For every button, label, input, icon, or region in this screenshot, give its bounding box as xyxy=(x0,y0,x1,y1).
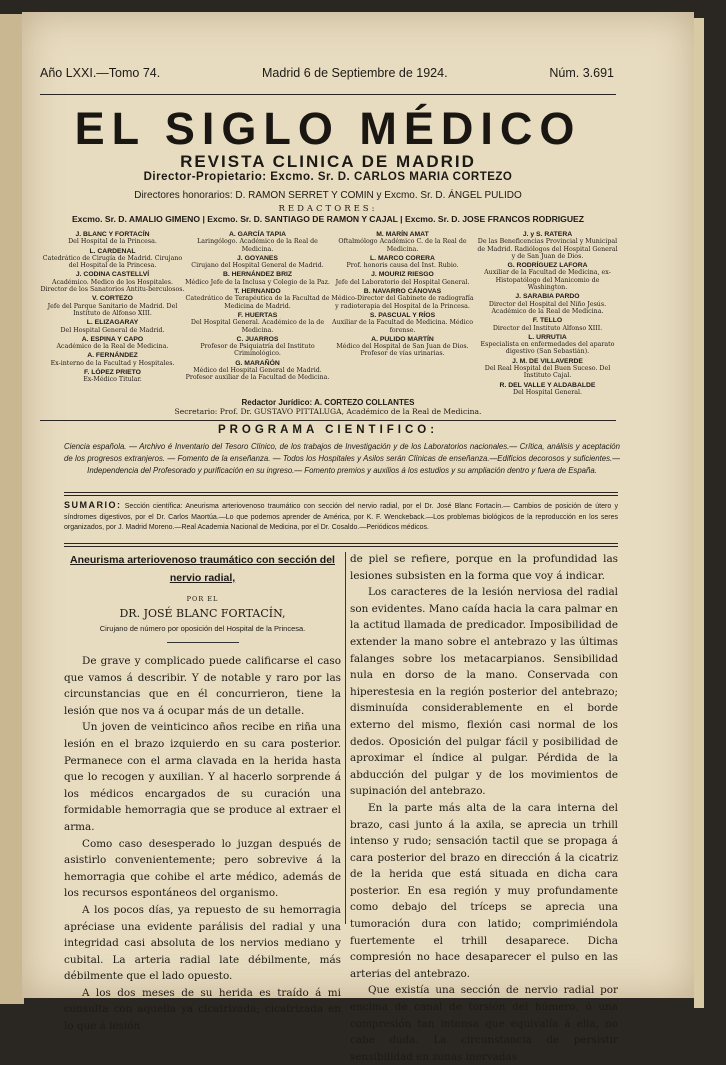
staff-column xyxy=(185,229,330,396)
staff-name: J. MOURIZ RIESGO xyxy=(371,271,434,279)
staff-name: J. M. DE VILLAVERDE xyxy=(512,357,583,365)
redactores-label: REDACTORES: xyxy=(278,204,378,214)
article-author: DR. JOSÉ BLANC FORTACÍN, xyxy=(119,607,286,620)
staff-name: C. JUARROS xyxy=(236,335,279,343)
staff-desc: Jefe del Parque Sanitario de Madrid. Del Instituto de Alfonso XIII. xyxy=(47,302,178,317)
staff-desc: Profesor de Psiquiatría del Instituto Criminológico. xyxy=(200,343,315,358)
staff-desc: Médico del Hospital de San Juan de Dios. Profesor de vías urinarias. xyxy=(336,343,469,358)
legal-editor: Redactor Jurídico: A. CORTEZO COLLANTES xyxy=(241,398,415,407)
article-paragraph: de piel se refiere, porque en la profundidad las lesiones subsisten en la forma que voy á indicar. xyxy=(350,553,618,582)
staff-name: L. CARDENAL xyxy=(89,247,136,255)
staff-name: F. HUERTAS xyxy=(237,311,278,319)
staff-name: A. ESPINA Y CAPO xyxy=(81,335,144,343)
staff-desc: Del Hospital General. Académico de la de Medicina. xyxy=(190,319,325,334)
article-paragraph: Los caracteres de la lesión nerviosa del radial son evidentes. Mano caída hacia la cara palmar en la actitud llamada de predicador. Imposibilidad de extender la mano sobre el antebrazo y las últimas falanges sobre los metacarpianos. Sensibilidad nula en dorso de la mano. Conservada con hiperestesia en la región posterior del antebrazo; disminuída considerablemente en el borde externo del mismo, flexión casi normal de los dedos. Oposición del pulgar fácil y posibilidad de aproximar el índice al pulgar. Pérdida de la abducción del pulgar y de los movimientos de supinación del antebrazo. xyxy=(350,586,618,798)
staff-name: T. HERNANDO xyxy=(234,288,281,296)
staff-desc: Académico. Medico de los Hospitales. Director de los Sanatorios Antitu-berculosos. xyxy=(40,278,185,294)
issue-year: Año LXXI.—Tomo 74. xyxy=(40,66,161,80)
programa-rule-top xyxy=(40,420,616,421)
sumario-rule-top xyxy=(64,492,618,493)
staff-name: J. BLANC Y FORTACÍN xyxy=(75,231,150,238)
header-rule xyxy=(40,94,616,95)
staff-desc: Del Hospital de la Princesa. xyxy=(68,238,157,246)
article-paragraph: En la parte más alta de la cara interna del brazo, casi junto á la axila, se aprecia un trhill intenso y rudo; sensación tactil que se propaga á cara posterior del brazo en dirección á la cicatriz de la herida que está situada en dicha cara posterior. En esa región y muy profundamente como debajo del tríceps se aprecia una tumoración dura con latido; comprimiéndola fuertemente el trhill desaparece. Dicha compresión no hace desaparecer el pulso en las arterias del antebrazo. xyxy=(350,801,618,980)
sumario-rule-bottom-2 xyxy=(64,546,618,547)
excmo-line: Excmo. Sr. D. AMALIO GIMENO | Excmo. Sr. D. SANTIAGO DE RAMON Y CAJAL | Excmo. Sr. D. JOSE FRANCOS RODRIGUEZ xyxy=(71,214,585,224)
sumario-rule-bottom xyxy=(64,543,618,544)
article-paragraph: Como caso desesperado lo juzgan después de asistirlo convenientemente; pero sobrevive á la hemorragia que cohibe el arte médico, además de los recursos espontáneos del organismo. xyxy=(64,837,341,900)
staff-name: F. TELLO xyxy=(532,317,563,325)
programa-title: PROGRAMA CIENTIFICO: xyxy=(217,424,439,436)
staff-desc: Auxiliar de la Facultad de Medicina, ex-Histopatólogo del Manicomio de Washington. xyxy=(484,269,611,292)
sumario-rule-top-2 xyxy=(64,495,618,496)
article-paragraph: Un joven de veinticinco años recibe en riña una lesión en el brazo izquierdo en su cara posterior. Permanece con el arma clavada en la herida hasta que lo recogen y auxilian. Y al hacerlo sorprende á los médicos encargados de su curación una formidable hemorragia que se produce al extraer el arma. xyxy=(64,721,341,833)
staff-desc: Director del Hospital del Niño Jesús. Académico de la Real de Medicina. xyxy=(488,300,607,315)
staff-name: F. LÓPEZ PRIETO xyxy=(84,369,141,377)
programa-text: Ciencia española. — Archivo é Inventario del Tesoro Clínico, de los trabajos de Investigación y de los Laboratorios nacionales.— Crítica, análisis y aceptación de los progresos extranjeros. — Fomento de la enseñanza. — Todos los Hospitales y Asilos serán Clínicas de enseñanza.—Edificios decorosos y suficientes.—Independencia del Profesorado y purificación en su ingreso.— Fomento premios y auxilios á los estudios y su ampliación dentro y fuera de España. xyxy=(64,442,620,475)
staff-column xyxy=(330,229,475,396)
issue-number: Núm. 3.691 xyxy=(549,66,614,80)
masthead-subtitle: REVISTA CLINICA DE MADRID xyxy=(180,152,476,171)
sumario-text: Sección científica: Aneurisma arteriovenoso traumático con sección del nervio radial, por el Dr. José Blanc Fortacín.— Cambios de posición de útero y síndromes digestivos, por el Dr. Carlos Maortúa.—Lo que podemos aprender de América, por K. F. Wenckeback.—Los problemas biológicos de la reproducción en los seres organizados, por J. Madrid Moreno.—Real Academia Nacional de Medicina, por el Dr. Cosaldo.—Periódicos médicos. xyxy=(64,503,618,531)
staff-desc: Del Hospital General. xyxy=(513,388,582,396)
sumario xyxy=(64,500,618,534)
staff-desc: Auxiliar de la Facultad de Medicina. Médico forense. xyxy=(332,319,473,334)
staff-desc: Médico Jefe de la Inclusa y Colegio de la Paz. xyxy=(185,278,330,286)
page-stack-edge xyxy=(694,18,704,1008)
article-title: Aneurisma arteriovenoso traumático con sección del nervio radial, xyxy=(70,554,335,584)
staff-desc: Especialista en enfermedades del aparato digestivo (San Sebastián). xyxy=(480,341,615,356)
article-por: POR EL xyxy=(186,595,219,603)
staff-desc: Oftalmólogo Académico C. de la Real de Medicina. xyxy=(338,238,467,253)
issue-line xyxy=(40,66,614,80)
issue-date: Madrid 6 de Septiembre de 1924. xyxy=(262,66,448,80)
staff-name: J. GOYANES xyxy=(237,254,278,262)
staff-name: R. DEL VALLE Y ALDABALDE xyxy=(499,381,596,389)
staff-desc: Del Real Hospital del Buen Suceso. Del Instituto Cajal. xyxy=(484,365,611,380)
staff-name: L. ELIZAGARAY xyxy=(86,319,139,327)
article-column-2 xyxy=(350,551,618,1065)
staff-desc: Médico-Director del Gabinete de radiografía y radioterapia del Hospital de la Princesa. xyxy=(331,295,474,310)
staff-name: J. CODINA CASTELLVÍ xyxy=(75,271,150,279)
staff-desc: Cirujano del Hospital General de Madrid. xyxy=(191,262,324,270)
staff-desc: Prof. honoris causa del Inst. Rubio. xyxy=(346,262,459,270)
book-spine-edge xyxy=(0,14,24,1004)
column-divider xyxy=(345,552,346,924)
article-paragraph: Que existía una sección de nervio radial por encima de canal de torsión del húmero, ó una compresión tan intensa que equivalía á ella, no cabe duda. La circunstancia de persistir sensibilidad en zonas inervadas xyxy=(350,984,618,1063)
staff-name: B. NAVARRO CÁNOVAS xyxy=(363,288,442,296)
staff-name: L. MARCO CORERA xyxy=(370,254,435,262)
masthead-title: EL SIGLO MÉDICO xyxy=(74,103,582,154)
article-paragraph: A los pocos días, ya repuesto de su hemorragia apréciase una evidente parálisis del radial y una integridad casi absoluta de los nervios mediano y cubital. La arteria radial late débilmente, más débilmente que el lado opuesto. xyxy=(64,903,341,983)
staff-desc: Jefe del Laboratorio del Hospital General. xyxy=(335,278,470,286)
staff-name: B. HERNÁNDEZ BRIZ xyxy=(222,271,293,279)
secretary-line: Secretario: Prof. Dr. GUSTAVO PITTALUGA, Académico de la Real de Medicina. xyxy=(174,407,482,416)
staff-name: S. PASCUAL Y RÍOS xyxy=(369,311,436,319)
staff-desc: Ex-Médico Titular. xyxy=(83,376,142,384)
staff-name: A. GARCÍA TAPIA xyxy=(228,231,287,238)
article-affiliation: Cirujano de número por oposición del Hospital de la Princesa. xyxy=(99,624,306,633)
staff-desc: Del Hospital General de Madrid. xyxy=(60,326,165,334)
honorary-directors: Directores honorarios: D. RAMON SERRET Y COMIN y Excmo. Sr. D. ÁNGEL PULIDO xyxy=(134,190,522,201)
staff-name: A. PULIDO MARTÍN xyxy=(371,335,434,343)
article-short-rule xyxy=(167,642,239,643)
staff-desc: De las Beneficencias Provincial y Municipal de Madrid. Radiólogos del Hospital General y de San Juan de Dios. xyxy=(477,238,618,260)
staff-column xyxy=(475,229,620,396)
staff-list xyxy=(40,229,620,396)
article-paragraph: De grave y complicado puede calificarse el caso que vamos á describir. Y de notable y raro por las circunstancias que en él concurrieron, tiene la lesión que nos va á ocupar más de un detalle. xyxy=(64,655,341,717)
staff-desc: Director del Instituto Alfonso XIII. xyxy=(492,324,603,332)
staff-desc: Ex-interno de la Facultad y Hospitales. xyxy=(50,359,175,367)
staff-desc: Médico del Hospital General de Madrid. Profesor auxiliar de la Facultad de Medicina. xyxy=(185,367,330,382)
staff-name: G. RODRÍGUEZ LAFORA xyxy=(507,262,588,270)
staff-name: G. MARAÑÓN xyxy=(235,359,280,367)
staff-desc: Laringólogo. Académico de la Real de Medicina. xyxy=(197,238,318,253)
staff-name: J. y S. RATERA xyxy=(522,231,573,238)
staff-desc: Catedrático de Terapéutica de la Facultad de Medicina de Madrid. xyxy=(185,295,330,310)
staff-desc: Catedrático de Cirugía de Madrid. Cirujano del Hospital de la Princesa. xyxy=(42,254,183,270)
staff-desc: Académico de la Real de Medicina. xyxy=(56,343,169,351)
staff-name: J. SARABIA PARDO xyxy=(515,293,580,301)
staff-name: V. CORTEZO xyxy=(92,295,133,303)
staff-column xyxy=(40,229,185,396)
staff-name: M. MARÍN AMAT xyxy=(376,231,429,238)
staff-name: A. FERNÁNDEZ xyxy=(87,352,138,360)
article-paragraph: A los dos meses de su herida es traído á mi consulta con aquella ya cicatrizada; cicatrizada en lo que á lesión xyxy=(64,986,341,1033)
director-line: Director-Propietario: Excmo. Sr. D. CARLOS MARIA CORTEZO xyxy=(143,171,513,183)
article-column-1 xyxy=(64,551,341,1035)
sumario-label: SUMARIO: xyxy=(64,500,122,510)
staff-name: L. URRUTIA xyxy=(528,333,567,341)
